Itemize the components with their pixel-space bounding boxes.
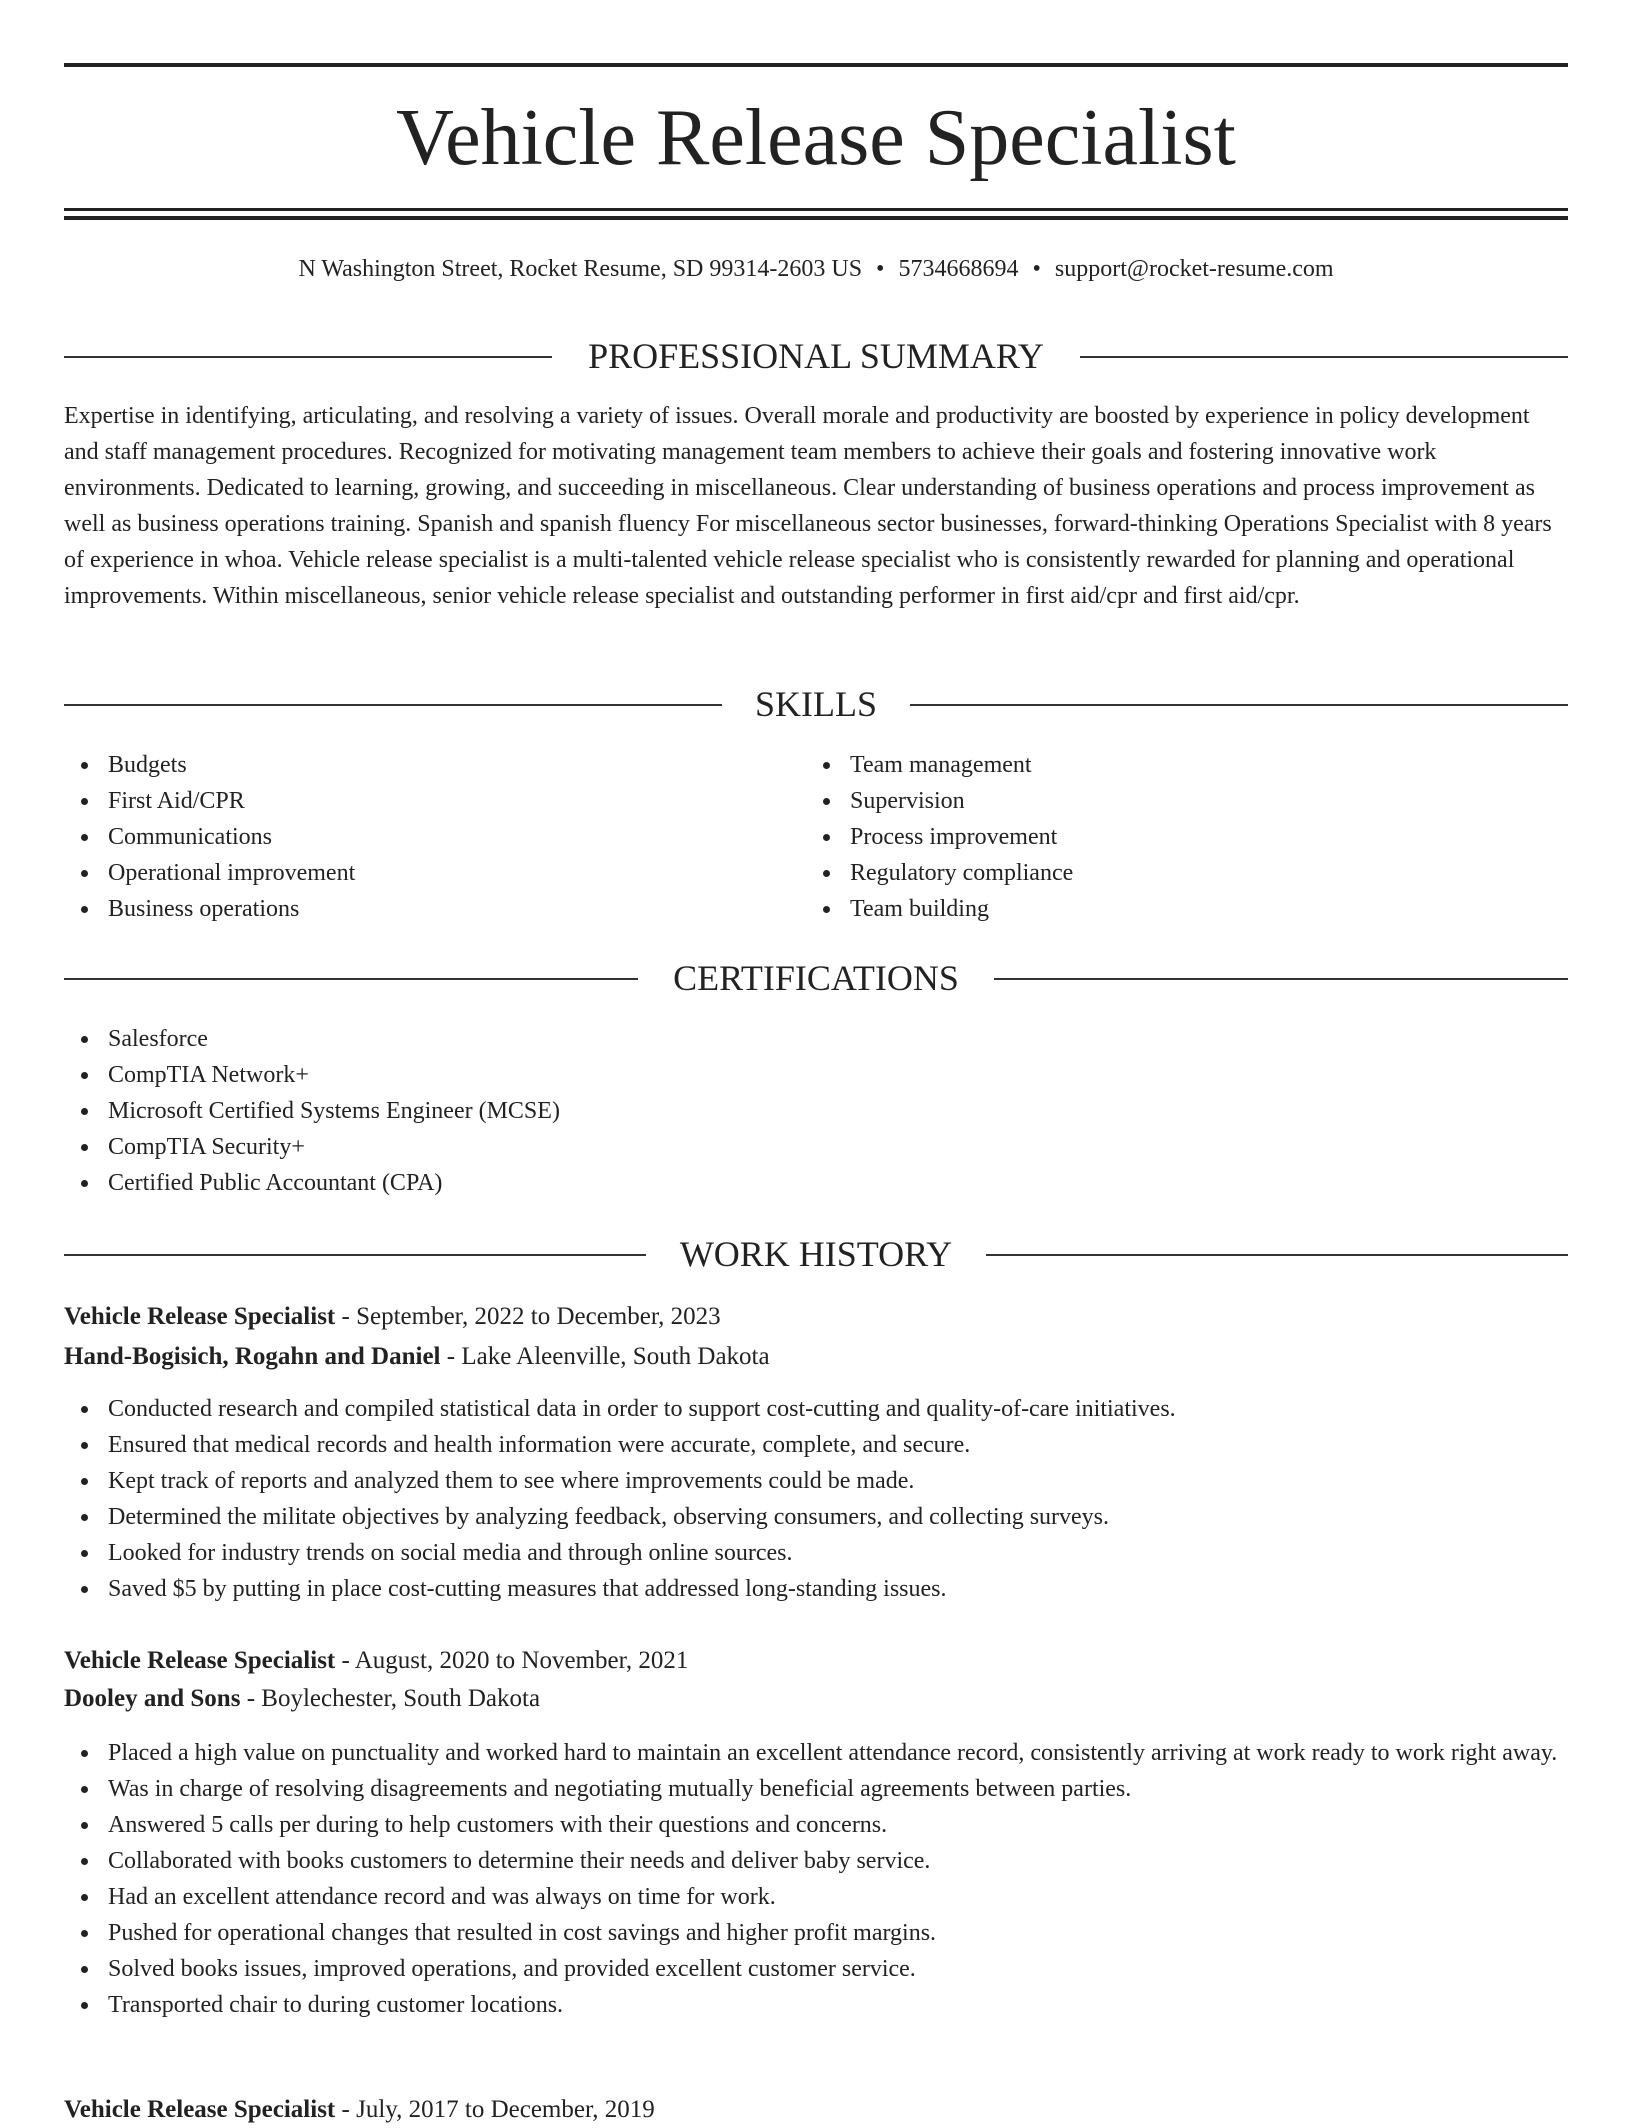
contact-separator: • (876, 256, 885, 282)
list-item: Supervision (806, 783, 1506, 819)
section-title: PROFESSIONAL SUMMARY (556, 336, 1076, 376)
list-item: Transported chair to during customer locations. (64, 1987, 1568, 2023)
header-bottom-rule-thick (64, 216, 1568, 220)
job-dates: - July, 2017 to December, 2019 (335, 2096, 655, 2123)
skills-list-left (64, 747, 764, 927)
list-item: Collaborated with books customers to determine their needs and deliver baby service. (64, 1843, 1568, 1879)
list-item: Conducted research and compiled statistical data in order to support cost-cutting and quality-of-care initiatives. (64, 1391, 1568, 1427)
list-item: Was in charge of resolving disagreements and negotiating mutually beneficial agreements between parties. (64, 1771, 1568, 1807)
job-company: Dooley and Sons (64, 1685, 241, 1712)
list-item: Placed a high value on punctuality and worked hard to maintain an excellent attendance record, consistently arriving at work ready to work right away. (64, 1735, 1568, 1771)
section-title: CERTIFICATIONS (641, 958, 991, 998)
list-item: Pushed for operational changes that resulted in cost savings and higher profit margins. (64, 1915, 1568, 1951)
job-duties-list (64, 1391, 1568, 1607)
list-item: Regulatory compliance (806, 855, 1506, 891)
list-item: Answered 5 calls per during to help customers with their questions and concerns. (64, 1807, 1568, 1843)
list-item: First Aid/CPR (64, 783, 764, 819)
certifications-list (64, 1021, 1568, 1201)
contact-phone: 5734668694 (898, 256, 1019, 282)
contact-email[interactable]: support@rocket-resume.com (1054, 256, 1334, 282)
list-item: Team building (806, 891, 1506, 927)
section-title: SKILLS (723, 684, 909, 724)
section-heading-summary (64, 334, 1568, 378)
list-item: CompTIA Security+ (64, 1129, 1568, 1165)
list-item: Certified Public Accountant (CPA) (64, 1165, 1568, 1201)
list-item: Budgets (64, 747, 764, 783)
job-title: Vehicle Release Specialist (64, 1303, 336, 1330)
job-dates: - August, 2020 to November, 2021 (335, 1647, 689, 1674)
list-item: Looked for industry trends on social media and through online sources. (64, 1535, 1568, 1571)
section-heading-work-history (64, 1232, 1568, 1276)
section-heading-certifications (64, 956, 1568, 1000)
job-duties-list (64, 1735, 1568, 2023)
job-title-line (64, 1299, 1568, 1335)
contact-line (64, 253, 1568, 285)
list-item: Team management (806, 747, 1506, 783)
summary-text: Expertise in identifying, articulating, and resolving a variety of issues. Overall morale and productivity are boosted by experience in policy development and staff management procedures. Recognized for motivating management team members to achieve their goals and fostering innovative work environments. Dedicated to learning, growing, and succeeding in miscellaneous. Clear understanding of business operations and process improvement as well as business operations training. Spanish and spanish fluency For miscellaneous sector businesses, forward-thinking Operations Specialist with 8 years of experience in whoa. Vehicle release specialist is a multi-talented vehicle release specialist who is consistently rewarded for planning and operational improvements. Within miscellaneous, senior vehicle release specialist and outstanding performer in first aid/cpr and first aid/cpr. (64, 403, 1552, 609)
list-item: Operational improvement (64, 855, 764, 891)
job-title: Vehicle Release Specialist (64, 1647, 336, 1674)
list-item: Solved books issues, improved operations, and provided excellent customer service. (64, 1951, 1568, 1987)
job-dates: - September, 2022 to December, 2023 (335, 1303, 721, 1330)
list-item: Ensured that medical records and health information were accurate, complete, and secure. (64, 1427, 1568, 1463)
job-company-line (64, 1339, 1568, 1375)
list-item: Business operations (64, 891, 764, 927)
contact-separator: • (1032, 256, 1041, 282)
list-item: Process improvement (806, 819, 1506, 855)
section-title: WORK HISTORY (648, 1234, 984, 1274)
job-location: - Lake Aleenville, South Dakota (440, 1343, 770, 1370)
list-item: Saved $5 by putting in place cost-cutting measures that addressed long-standing issues. (64, 1571, 1568, 1607)
resume-name: Vehicle Release Specialist (396, 94, 1236, 182)
job-title: Vehicle Release Specialist (64, 2096, 336, 2123)
section-heading-skills (64, 682, 1568, 726)
list-item: Had an excellent attendance record and was always on time for work. (64, 1879, 1568, 1915)
list-item: Microsoft Certified Systems Engineer (MCSE) (64, 1093, 1568, 1129)
job-location: - Boylechester, South Dakota (240, 1685, 541, 1712)
list-item: Kept track of reports and analyzed them to see where improvements could be made. (64, 1463, 1568, 1499)
list-item: Salesforce (64, 1021, 1568, 1057)
list-item: Communications (64, 819, 764, 855)
skills-list-right (806, 747, 1506, 927)
contact-address: N Washington Street, Rocket Resume, SD 99314-2603 US (298, 256, 863, 282)
header-bottom-rule (64, 208, 1568, 211)
list-item: Determined the militate objectives by analyzing feedback, observing consumers, and collecting surveys. (64, 1499, 1568, 1535)
job-company: Hand-Bogisich, Rogahn and Daniel (64, 1343, 441, 1370)
job-title-line (64, 1643, 1568, 1679)
job-title-line (64, 2092, 1568, 2128)
list-item: CompTIA Network+ (64, 1057, 1568, 1093)
job-company-line (64, 1681, 1568, 1717)
header-top-rule (64, 63, 1568, 67)
